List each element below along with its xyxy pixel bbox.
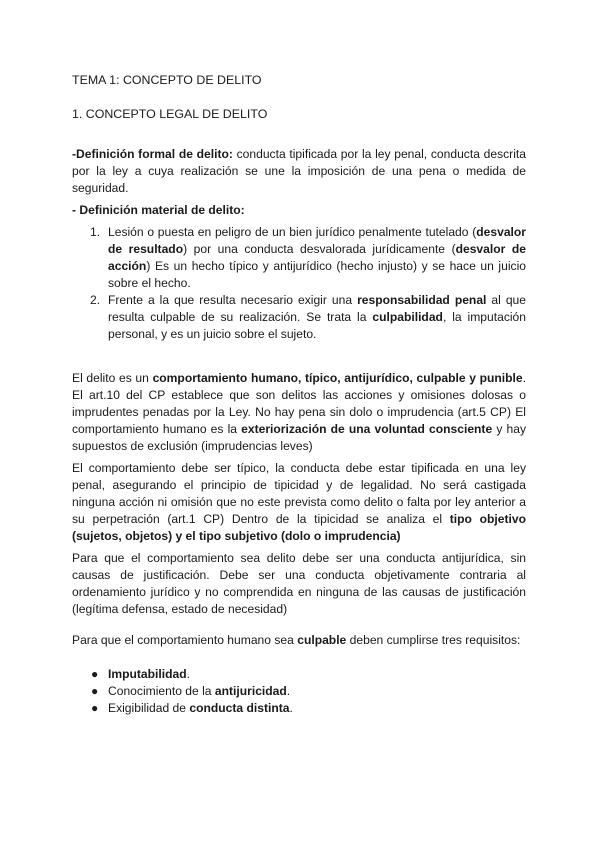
bold-term: desvalor de resultado (108, 225, 526, 256)
list-item (72, 700, 526, 717)
delito-definition-paragraph (72, 370, 526, 455)
list-number: 1. (90, 225, 101, 239)
bold-term: desvalor de acción (108, 242, 526, 273)
list-item (72, 224, 526, 292)
bullet-icon: ● (91, 667, 99, 681)
text-run: El comportamiento debe ser típico, la conducta debe estar tipificada en una ley penal, asegurando el principio de tipicidad y de legalidad. No será castigada ninguna acción ni omisión que no este prevista como delito o falta por ley anterior a su perpetración (art.1 CP) Dentro de la tipicidad se analiza el (72, 461, 526, 526)
bold-term: antijuricidad (214, 684, 287, 698)
antijuridicidad-paragraph (72, 550, 526, 618)
text-run: ) por una conducta desvalorada jurídicamente ( (183, 242, 456, 256)
bold-term: - Definición material de delito: (72, 203, 245, 217)
text-run: . El art.10 del CP establece que son delitos las acciones y omisiones dolosas o imprudentes penadas por la Ley. No hay pena sin dolo o imprudencia (art.5 CP) El comportamiento humano es la (72, 371, 526, 436)
numbered-list (72, 224, 526, 343)
formal-definition-paragraph (72, 146, 526, 197)
list-item (72, 292, 526, 343)
text-run: al que resulta culpable de su realización. Se trata la (108, 293, 526, 324)
text-run: El delito es un (72, 371, 153, 385)
text-run: . (286, 684, 291, 698)
text-run: Frente a la que resulta necesario exigir una (108, 293, 358, 307)
list-item (72, 683, 526, 700)
list-number: 2. (90, 293, 101, 307)
text-run: . (289, 701, 293, 715)
text-run: Lesión o puesta en peligro de un bien jurídico penalmente tutelado ( (108, 225, 477, 239)
bullet-icon: ● (91, 701, 99, 715)
list-item (72, 666, 526, 683)
text-run: conducta tipificada por la ley penal, conducta descrita por la ley a cuya realización se une la imposición de una pena o medida de seguridad. (72, 147, 526, 195)
culpabilidad-paragraph (72, 632, 526, 649)
material-definition-heading (72, 202, 526, 219)
bold-term: conducta distinta (189, 701, 290, 715)
bold-term: exteriorización de una voluntad consciente (241, 422, 493, 436)
section-title: TEMA 1: CONCEPTO DE DELITO (72, 73, 262, 87)
bullet-list (72, 666, 526, 717)
text-run: ) Es un hecho típico y antijurídico (hecho injusto) y se hace un juicio sobre el hecho. (108, 259, 526, 290)
bullet-icon: ● (91, 684, 99, 698)
text-run: Exigibilidad de (108, 701, 190, 715)
text-run: Para que el comportamiento sea delito debe ser una conducta antijurídica, sin causas de justificación. Debe ser una conducta objetivamente contraria al ordenamiento jurídico y no comprendida en ninguna de las causas de justificación (legítima defensa, estado de necesidad) (72, 551, 526, 616)
text-run: y hay supuestos de exclusión (imprudencias leves) (72, 422, 526, 453)
text-run: Para que el comportamiento humano sea (72, 633, 298, 647)
text-run: . (186, 667, 190, 681)
bold-term: culpabilidad (372, 310, 443, 324)
subsection-title: 1. CONCEPTO LEGAL DE DELITO (72, 107, 268, 121)
bold-term: culpable (297, 633, 347, 647)
bold-term: comportamiento humano, típico, antijurídico, culpable y punible (152, 371, 523, 385)
tipicidad-paragraph (72, 460, 526, 545)
bold-term: -Definición formal de delito: (72, 147, 233, 161)
bold-term: Imputabilidad (108, 667, 187, 681)
text-run: Conocimiento de la (108, 684, 215, 698)
text-run: deben cumplirse tres requisitos: (346, 633, 521, 647)
bold-term: tipo objetivo (sujetos, objetos) y el tipo subjetivo (dolo o imprudencia) (72, 512, 526, 543)
text-run: , la imputación personal, y es un juicio sobre el sujeto. (108, 310, 526, 341)
bold-term: responsabilidad penal (357, 293, 487, 307)
